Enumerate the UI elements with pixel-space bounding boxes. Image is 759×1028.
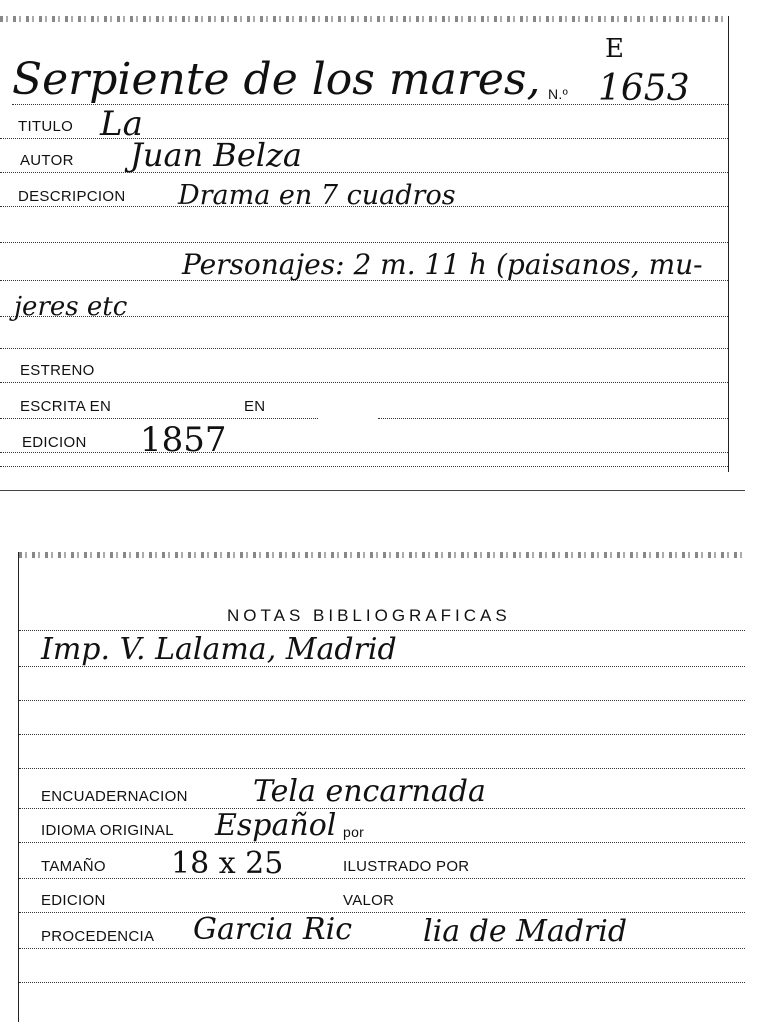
autor-label: AUTOR [20, 152, 74, 169]
line-personajes-2 [0, 316, 728, 317]
escrita-label: ESCRITA EN [20, 398, 112, 415]
line-blank-2 [0, 348, 728, 349]
number-value: 1653 [598, 68, 690, 109]
estreno-label: ESTRENO [20, 362, 95, 379]
procedencia-label: PROCEDENCIA [41, 928, 155, 945]
line-procedencia [19, 948, 745, 949]
personajes-continued: jeres etc [14, 292, 128, 322]
en-label: EN [244, 398, 266, 415]
procedencia-value-2: lia de Madrid [423, 914, 628, 949]
card-torn-edge [0, 16, 728, 22]
por-label: por [343, 824, 365, 840]
catalog-card-front [0, 16, 729, 472]
line-estreno [0, 382, 728, 383]
catalog-card-back [18, 552, 745, 1022]
idioma-label: IDIOMA ORIGINAL [41, 822, 174, 839]
line-notes-1 [19, 666, 745, 667]
descripcion-value: Drama en 7 cuadros [178, 180, 456, 211]
encuadernacion-value: Tela encarnada [253, 774, 486, 809]
line-autor [0, 172, 728, 173]
number-label: N.º [548, 86, 569, 102]
titulo-label: TITULO [18, 118, 74, 135]
edicion-label: EDICION [22, 434, 87, 451]
encuadernacion-label: ENCUADERNACION [41, 788, 188, 805]
number-prefix: E [605, 34, 624, 64]
valor-label: VALOR [343, 892, 395, 909]
card-bottom-edge [0, 490, 745, 491]
line-edicion [0, 452, 728, 453]
procedencia-value: Garcia Ric [193, 912, 352, 947]
notes-value: Imp. V. Lalama, Madrid [41, 632, 397, 667]
line-bottom [0, 466, 728, 467]
line-blank-1 [0, 242, 728, 243]
edicion-value: 1857 [140, 420, 227, 460]
line-en [378, 418, 728, 419]
line-encuadernacion [19, 808, 745, 809]
line-idioma [19, 842, 745, 843]
autor-value: Juan Belza [130, 136, 302, 174]
line-bottom-back [19, 982, 745, 983]
ilustrado-label: ILUSTRADO POR [343, 858, 470, 875]
line-titulo [0, 138, 728, 139]
tamano-label: TAMAÑO [41, 858, 106, 875]
line-notes-2 [19, 700, 745, 701]
edicion-back-label: EDICION [41, 892, 106, 909]
notas-heading: NOTAS BIBLIOGRAFICAS [227, 606, 511, 625]
line-notas-heading [19, 630, 745, 631]
line-notes-4 [19, 768, 745, 769]
line-notes-3 [19, 734, 745, 735]
line-edicion-back [19, 912, 745, 913]
title-handwritten: Serpiente de los mares, [12, 54, 541, 105]
line-personajes [0, 280, 728, 281]
line-descripcion [0, 206, 728, 207]
line-escrita [0, 418, 318, 419]
idioma-value: Español [215, 808, 337, 843]
titulo-value: La [100, 104, 143, 144]
tamano-value: 18 x 25 [171, 846, 284, 881]
descripcion-label: DESCRIPCION [18, 188, 126, 205]
card-torn-edge-back [19, 552, 745, 558]
personajes-value: Personajes: 2 m. 11 h (paisanos, mu- [182, 248, 703, 281]
line-tamano [19, 878, 745, 879]
